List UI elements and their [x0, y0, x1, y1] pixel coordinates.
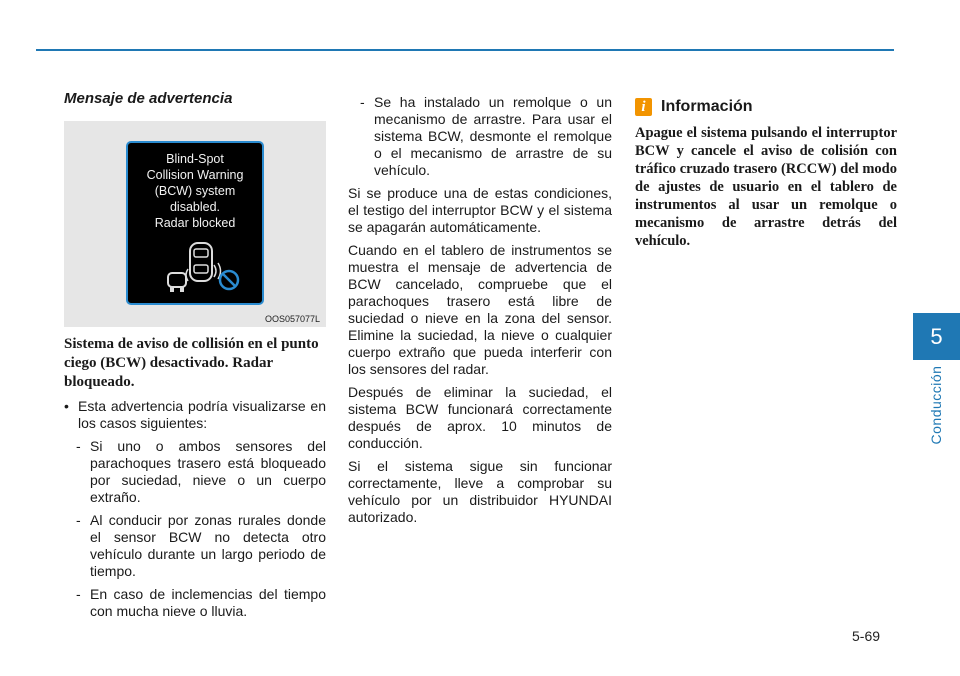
- chapter-tab: 5: [913, 313, 960, 360]
- column-left: [64, 90, 326, 620]
- info-title: Información: [661, 98, 753, 115]
- list-item-text: Al conducir por zonas rurales donde el sensor BCW no detecta otro vehículo durante un largo periodo de tiempo.: [90, 512, 326, 579]
- display-message: [128, 143, 262, 231]
- info-box: [635, 90, 897, 250]
- chapter-label: Conducción: [928, 365, 944, 445]
- section-heading: Mensaje de advertencia: [64, 90, 233, 107]
- list-item-text: Si uno o ambos sensores del parachoques trasero está bloqueado por suciedad, nieve o un cuerpo extraño.: [90, 438, 326, 505]
- warning-title: Sistema de aviso de collisión en el punto ciego (BCW) desactivado. Radar bloqueado.: [64, 336, 319, 390]
- paragraph: Cuando en el tablero de instrumentos se muestra el mensaje de advertencia de BCW cancelado, compruebe que el parachoques trasero está libre de suciedad o nieve en la zona del sensor. Elimine la suciedad, la nieve o cualquier cuerpo extraño que pueda interferir con los sensores del radar.: [348, 242, 612, 377]
- list-item-text: En caso de inclemencias del tiempo con mucha nieve o lluvia.: [90, 586, 326, 619]
- page-number: 5-69: [852, 628, 881, 644]
- dash-marker: -: [76, 512, 81, 528]
- bcw-car-icon: [128, 235, 262, 305]
- list-item-text: Se ha instalado un remolque o un mecanismo de arrastre. Para usar el sistema BCW, desmonte el remolque o el mecanismo de arrastre de su vehículo.: [374, 94, 612, 178]
- prohibited-icon: [218, 269, 240, 291]
- dash-marker: -: [360, 94, 365, 110]
- figure-code: OOS057077L: [264, 314, 320, 324]
- list-item: [348, 94, 612, 179]
- column-middle: [348, 94, 612, 532]
- list-item: [64, 438, 326, 506]
- info-icon: i: [635, 98, 652, 116]
- list-item: [64, 512, 326, 580]
- top-rule: [36, 49, 894, 51]
- paragraph: Si el sistema sigue sin funcionar correctamente, lleve a comprobar su vehículo por un distribuidor HYUNDAI autorizado.: [348, 458, 612, 525]
- dash-marker: -: [76, 438, 81, 454]
- bullet-item: • Esta advertencia podría visualizarse en los casos siguientes:: [64, 398, 326, 432]
- warning-figure: [64, 121, 326, 327]
- display-line: Blind-Spot: [166, 152, 224, 166]
- display-line: Radar blocked: [154, 216, 236, 230]
- display-line: Collision Warning: [146, 168, 244, 182]
- paragraph: Después de eliminar la suciedad, el sistema BCW funcionará correctamente después de aprox. 10 minutos de conducción.: [348, 384, 612, 451]
- display-line: (BCW) system: [154, 184, 236, 198]
- info-text: Apague el sistema pulsando el interruptor BCW y cancele el aviso de colisión con tráfico cruzado trasero (RCCW) del modo de ajustes de usuario en el tablero de instrumentos al usar un remolque o mecanismo de arrastre detrás del vehículo.: [635, 125, 897, 249]
- info-header: [635, 98, 897, 116]
- list-item: [64, 586, 326, 620]
- display-line: disabled.: [169, 200, 221, 214]
- cluster-display: [126, 141, 264, 305]
- paragraph: Si se produce una de estas condiciones, el testigo del interruptor BCW y el sistema se apagarán automáticamente.: [348, 185, 612, 235]
- dash-marker: -: [76, 586, 81, 602]
